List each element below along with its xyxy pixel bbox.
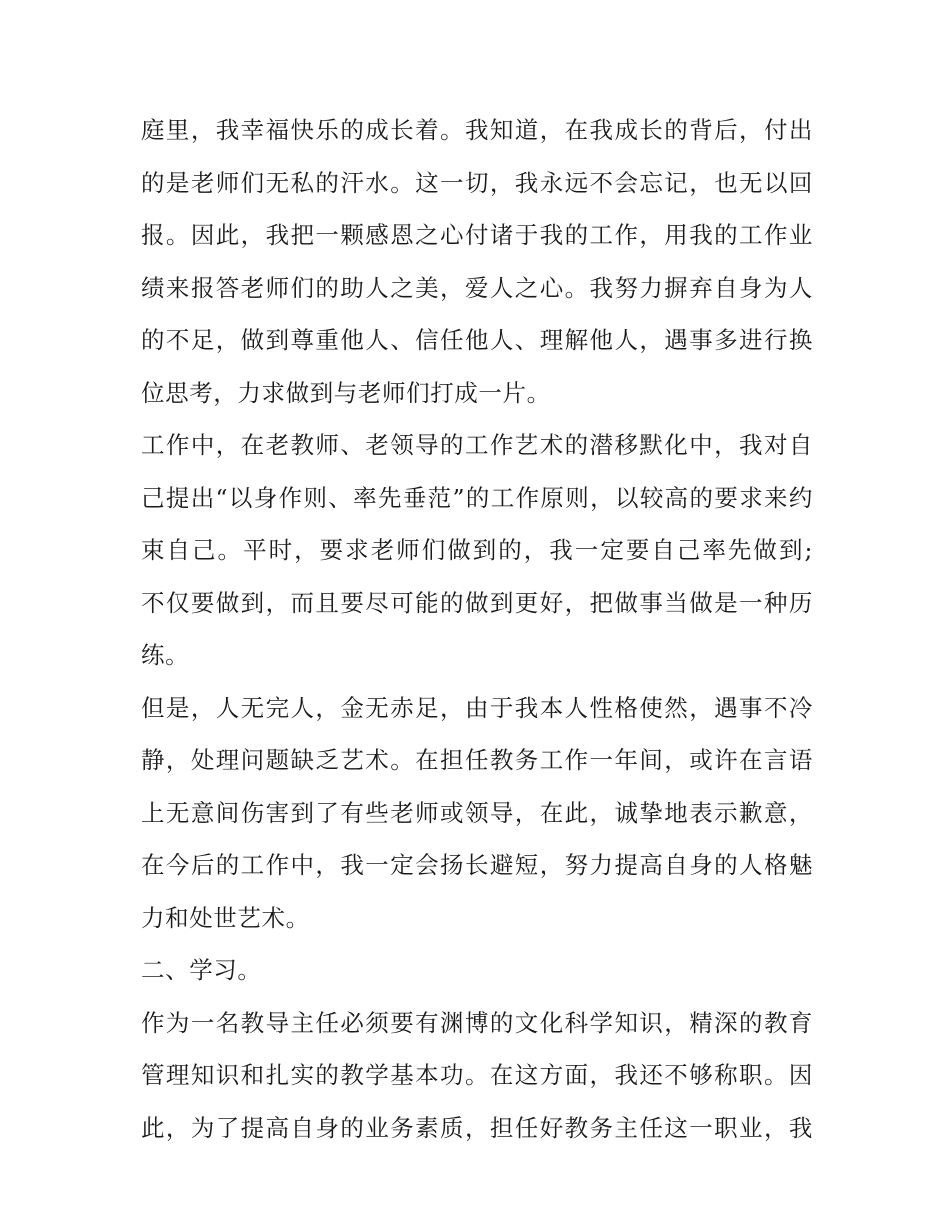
text-line: 作为一名教导主任必须要有渊博的文化科学知识，精深的教育 <box>141 1008 813 1037</box>
text-line: 不仅要做到，而且要尽可能的做到更好，把做事当做是一种历 <box>141 588 813 617</box>
text-line: 练。 <box>141 641 190 669</box>
text-line: 己提出“以身作则、率先垂范”的工作原则，以较高的要求来约 <box>141 483 813 512</box>
text-line: 但是，人无完人，金无赤足，由于我本人性格使然，遇事不冷 <box>141 693 813 722</box>
text-line: 束自己。平时，要求老师们做到的，我一定要自己率先做到; <box>141 536 813 564</box>
text-line: 静，处理问题缺乏艺术。在担任教务工作一年间，或许在言语 <box>141 746 813 774</box>
text-line: 的不足，做到尊重他人、信任他人、理解他人，遇事多进行换 <box>141 326 813 354</box>
text-line: 工作中，在老教师、老领导的工作艺术的潜移默化中，我对自 <box>141 431 813 459</box>
section-heading: 二、学习。 <box>141 956 262 984</box>
text-line: 上无意间伤害到了有些老师或领导，在此，诚挚地表示歉意， <box>141 798 813 827</box>
text-line: 报。因此，我把一颗感恩之心付诸于我的工作，用我的工作业 <box>141 221 813 249</box>
text-line: 管理知识和扎实的教学基本功。在这方面，我还不够称职。因 <box>141 1061 813 1089</box>
text-line: 绩来报答老师们的助人之美，爱人之心。我努力摒弃自身为人 <box>141 273 813 302</box>
text-line: 的是老师们无私的汗水。这一切，我永远不会忘记，也无以回 <box>141 168 813 197</box>
text-line: 位思考，力求做到与老师们打成一片。 <box>141 378 551 407</box>
text-line: 此，为了提高自身的业务素质，担任好教务主任这一职业，我 <box>141 1113 813 1142</box>
document-page <box>141 104 813 1154</box>
text-line: 庭里，我幸福快乐的成长着。我知道，在我成长的背后，付出 <box>141 116 813 144</box>
text-line: 在今后的工作中，我一定会扬长避短，努力提高自身的人格魅 <box>141 851 813 879</box>
text-line: 力和处世艺术。 <box>141 903 310 932</box>
